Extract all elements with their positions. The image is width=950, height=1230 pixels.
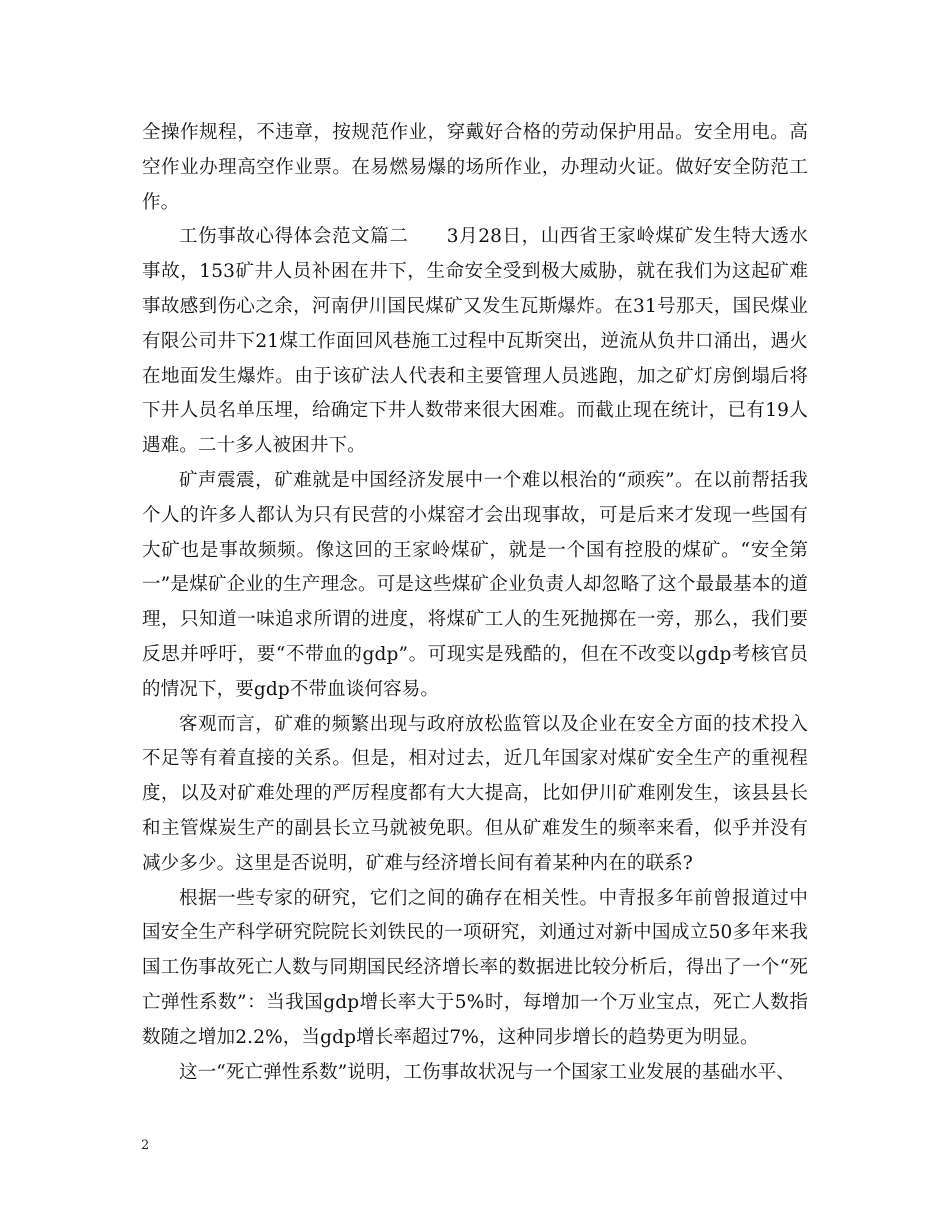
paragraph-1: 全操作规程，不违章，按规范作业，穿戴好合格的劳动保护用品。安全用电。高空作业办理高空作业票。在易燃易爆的场所作业，办理动火证。做好安全防范工作。 xyxy=(142,122,808,213)
paragraph-5: 根据一些专家的研究，它们之间的确存在相关性。中青报多年前曾报道过中国安全生产科学研究院院长刘铁民的一项研究，刘通过对新中国成立50多年来我国工伤事故死亡人数与同期国民经济增长率的数据进比较分析后，得出了一个“死亡弹性系数”：当我国gdp增长率大于5%时，每增加一个万业宝点，死亡人数指数随之增加2.2%，当gdp增长率超过7%，这种同步增长的趋势更为明显。 xyxy=(142,887,808,1048)
page-number: 2 xyxy=(141,1138,150,1153)
paragraph-2: 工伤事故心得体会范文篇二 3月28日，山西省王家岭煤矿发生特大透水事故，153矿井人员补困在井下，生命安全受到极大威胁，就在我们为这起矿难事故感到伤心之余，河南伊川国民煤矿又发生瓦斯爆炸。在31号那天，国民煤业有限公司井下21煤工作面回风巷施工过程中瓦斯突出，逆流从负井口涌出，遇火在地面发生爆炸。由于该矿法人代表和主要管理人员逃跑，加之矿灯房倒塌后将下井人员名单压埋，给确定下井人数带来很大困难。而截止现在统计，已有19人遇难。二十多人被困井下。 xyxy=(142,226,808,457)
paragraph-3: 矿声震震，矿难就是中国经济发展中一个难以根治的“顽疾”。在以前帮括我个人的许多人都认为只有民营的小煤窑才会出现事故，可是后来才发现一些国有大矿也是事故频频。像这回的王家岭煤矿，就是一个国有控股的煤矿。“安全第一”是煤矿企业的生产理念。可是这些煤矿企业负责人却忽略了这个最最基本的道理，只知道一味追求所谓的进度，将煤矿工人的生死抛掷在一旁，那么，我们要反思并呼吁，要“不带血的gdp”。可现实是残酷的，但在不改变以gdp考核官员的情况下，要gdp不带血谈何容易。 xyxy=(142,469,808,700)
document-body xyxy=(142,116,808,1090)
paragraph-6: 这一“死亡弹性系数”说明，工伤事故状况与一个国家工业发展的基础水平、 xyxy=(179,1061,796,1083)
paragraph-4: 客观而言，矿难的频繁出现与政府放松监管以及企业在安全方面的技术投入不足等有着直接的关系。但是，相对过去，近几年国家对煤矿安全生产的重视程度，以及对矿难处理的严厉程度都有大大提高，比如伊川矿难刚发生，该县县长和主管煤炭生产的副县长立马就被免职。但从矿难发生的频率来看，似乎并没有减少多少。这里是否说明，矿难与经济增长间有着某种内在的联系? xyxy=(142,713,808,874)
